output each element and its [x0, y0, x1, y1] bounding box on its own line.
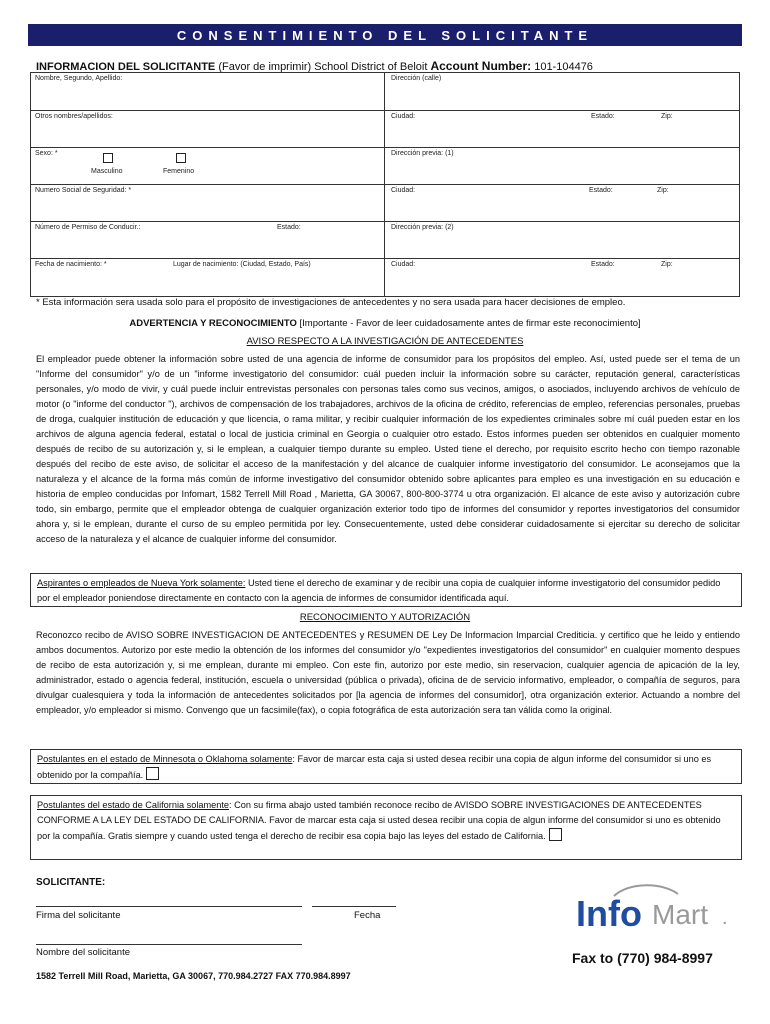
female-checkbox[interactable] [176, 153, 186, 163]
signature-label: Firma del solicitante [36, 910, 121, 921]
address-field[interactable]: Dirección (calle) [391, 75, 442, 82]
state-field[interactable]: Estado: [591, 261, 615, 268]
row-divider [31, 110, 739, 111]
signature-line[interactable] [36, 906, 302, 907]
name-field[interactable]: Nombre, Segundo, Apellido: [35, 75, 123, 82]
district-name: School District of Beloit [314, 61, 428, 73]
row-divider [31, 221, 739, 222]
minnesota-copy-checkbox[interactable] [146, 767, 159, 780]
california-box [30, 795, 742, 860]
logo-info-text: Info [576, 893, 642, 934]
section-title: INFORMACION DEL SOLICITANTE [36, 61, 216, 73]
row-divider [31, 184, 739, 185]
date-line[interactable] [312, 906, 396, 907]
applicant-signature-title: SOLICITANTE: [36, 877, 106, 888]
city-field[interactable]: Ciudad: [391, 261, 416, 268]
state-field[interactable]: Estado: [591, 113, 615, 120]
applicant-info-grid [30, 72, 740, 297]
birthplace-field[interactable]: Lugar de nacimiento: (Ciudad, Estado, País) [173, 261, 311, 268]
previous-address-2-field[interactable]: Dirección previa: (2) [391, 224, 454, 231]
state-field[interactable]: Estado: [589, 187, 613, 194]
new-york-box [30, 573, 742, 607]
license-state-field[interactable]: Estado: [277, 224, 301, 231]
warning-subtitle: [Importante - Favor de leer cuidadosamente antes de firmar este reconocimiento] [299, 318, 641, 329]
previous-address-1-field[interactable]: Dirección previa: (1) [391, 150, 454, 157]
account-number: 101-104476 [534, 61, 593, 73]
ssn-field[interactable]: Numero Social de Seguridad: * [35, 187, 132, 194]
logo-mart-text: Mart [652, 899, 708, 930]
printed-name-line[interactable] [36, 944, 302, 945]
footer-address: 1582 Terrell Mill Road, Marietta, GA 30067, 770.984.2727 FAX 770.984.8997 [36, 971, 351, 981]
city-field[interactable]: Ciudad: [391, 187, 416, 194]
dob-field[interactable]: Fecha de nacimiento: * [35, 261, 107, 268]
minnesota-text: : Favor de marcar esta caja si usted desea recibir una copia de algun informe del consumidor si uno es obtenido por la compañía. [37, 754, 712, 780]
license-field[interactable]: Número de Permiso de Conducir.: [35, 224, 141, 231]
warning-heading [30, 318, 740, 329]
zip-field[interactable]: Zip: [657, 187, 669, 194]
background-notice-paragraph: El empleador puede obtener la información sobre usted de una agencia de informe de consumidor para los propósitos del empleo. Así, usted puede ser el tema de un "Informe del consumidor" y/o de un "informe investigatorio del consumidor: cuál pueden incluir la información sobre su carácter, reputación general, características personales, y/o modo de vivir, y cuál puede incluir entrevistas personales con personas tales como sus vecinos, amigos, o asociados, incluyendo archivos de vehículo de motor (o "informe del conductor "), archivos de compensación de los trabajadores, archivos de la oficina de crédito, referencias de empleo, referencias personales, pruebas de droga, cualquier institución de educación y que licencia, o rama militar, y recibir cualquier información de los expedientes criminales sobre mí cuál pueden estar en los archivos de alguna agencia federal, estatal o local de justicia criminal en Georgia o cualquier otro estado. Estos informes pueden ser obtenidos en cualquier momento después de recibo de su autorización y, si le emplean, a cualquier tiempo durante su empleo. Usted tiene el derecho, por requisito escrito hecho con tiempo razonable después del recibo de este aviso, de solicitar el acceso de la manifestación y del alcance de cualquier informe investigatorio del consumidor. Le aconsejamos que la naturaleza y el alcance de la forma más común de informe investigativo del consumidor obtenido sobre aplicantes para empleo es una investigación en su educación e historia de empleo conducidas por Infomart, 1582 Terrell Mill Road , Marietta, GA 30067, 800-800-3774 u otra organización. El alcance de este aviso y autorización cubre todo, sin embargo, permite que el empleador obtenga de cualquier organización exterior todo tipo de informes del consumidor y reportes investigatorios del consumidor ahora y, si le emplean, durante el curso de su empleo permitida por ley. Consecuentemente, usted debe considerar cuidadosamente si ejercitar su derecho de solicitar acceso de la naturaleza y el alcance de cualquier informe del consumidor. [36, 354, 740, 544]
female-label: Femenino [163, 168, 195, 175]
authorization-paragraph: Reconozco recibo de AVISO SOBRE INVESTIGACION DE ANTECEDENTES y RESUMEN DE Ley De Informacion Imparcial Crediticia. y certifico que he leido y entiendo ambos documentos. Autorizo por este medio la obtención de los informes del consumidor y/o "expedientes investigatorios del consumidor" en cualquier momento despues de recibo de esta autorización y, si me emplean, durante mi empleo. Con este fin, autorizo por este medio, sin reservacion, cualquier agencia de apicación de la ley, administrador, estado o agencia federal, institución, escuela o universidad (pública o privada), oficina de de servicio informativo, empleador, o compañía de seguros, para divulgar cualesquiera y toda la información de antecedentes solicitados por [la agencia de informes del consumidor], otra organización exterior. Actuando a nombre del empleador, y/o empleador si mismo. Convengo que un facsimile(fax), o copia fotográfica de esta autorización sera tan válida como la original. [36, 630, 740, 715]
applicant-info-header [36, 59, 593, 73]
row-divider [31, 258, 739, 259]
city-field[interactable]: Ciudad: [391, 113, 416, 120]
california-text: : Con su firma abajo usted también reconoce recibo de AVISDO SOBRE INVESTIGACIONES DE ANTECEDENTES CONFORME A LA LEY DEL ESTADO DE CALIFORNIA. Favor de marcar esta caja si usted desea recibir una copia de algun informe del consumidor si uno es obtenido por la compañía. Gratis siempre y cuando usted tenga el derecho de recibir esa copia bajo las leyes del estado de California. [37, 800, 721, 841]
print-note: (Favor de imprimir) [218, 61, 312, 73]
printed-name-label: Nombre del solicitante [36, 947, 130, 958]
row-divider [31, 147, 739, 148]
usage-note: * Esta información sera usada solo para el propósito de investigaciones de antecedentes y no sera usada para hacer decisiones de empleo. [36, 297, 626, 308]
new-york-label: Aspirantes o empleados de Nueva York solamente: [37, 578, 246, 588]
california-label: Postulantes del estado de California solamente [37, 800, 230, 810]
infomart-logo [574, 880, 734, 940]
form-title-banner: CONSENTIMIENTO DEL SOLICITANTE [28, 24, 742, 46]
california-copy-checkbox[interactable] [549, 828, 562, 841]
minnesota-label: Postulantes en el estado de Minnesota o Oklahoma solamente [37, 754, 293, 764]
warning-title: ADVERTENCIA Y RECONOCIMIENTO [129, 318, 297, 329]
fax-number: Fax to (770) 984-8997 [572, 950, 713, 966]
zip-field[interactable]: Zip: [661, 261, 673, 268]
sex-field-label: Sexo: * [35, 150, 58, 157]
authorization-heading: RECONOCIMIENTO Y AUTORIZACIÓN [299, 612, 471, 623]
male-label: Masculino [91, 168, 123, 175]
date-label: Fecha [354, 910, 381, 921]
other-names-field[interactable]: Otros nombres/apellidos: [35, 113, 113, 120]
logo-dot: . [722, 907, 728, 929]
zip-field[interactable]: Zip: [661, 113, 673, 120]
minnesota-oklahoma-box [30, 749, 742, 784]
male-checkbox[interactable] [103, 153, 113, 163]
notice-heading: AVISO RESPECTO A LA INVESTIGACIÓN DE ANTECEDENTES [246, 336, 524, 347]
new-york-text: Usted tiene el derecho de examinar y de recibir una copia de cualquier informe investigatorio del consumidor pedido por el empleador poniendose directamente en contacto con la agencia de informes de consumidor identificada aquí. [37, 578, 721, 603]
account-label: Account Number: [430, 59, 532, 73]
